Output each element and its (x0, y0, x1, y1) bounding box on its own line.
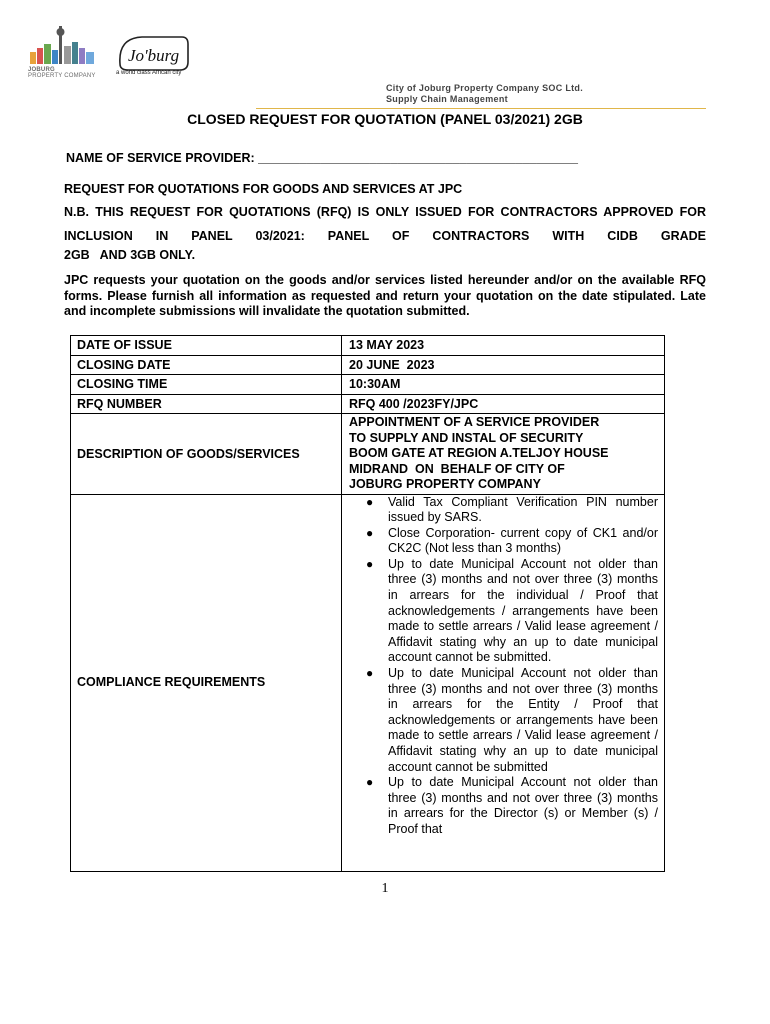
joburg-tagline: a world class African city (116, 70, 182, 76)
description-label: DESCRIPTION OF GOODS/SERVICES (71, 414, 342, 495)
svg-text:Jo'burg: Jo'burg (128, 46, 180, 65)
bullet-icon: ● (366, 525, 374, 540)
bullet-icon: ● (366, 775, 374, 790)
closing-date-value: 20 JUNE 2023 (342, 355, 665, 375)
document-title: CLOSED REQUEST FOR QUOTATION (PANEL 03/2021) 2GB (187, 111, 583, 127)
list-item: ● Up to date Municipal Account not older than three (3) months and not over three (3) months in arrears for the Entity / Proof that acknowledgements or arrangements have been made to settle arrears / Valid lease agreement / Affidavit stating why an up to date municipal account cannot be submitted (366, 666, 658, 774)
table-row (71, 355, 665, 375)
list-item: ● Up to date Municipal Account not older than three (3) months and not over three (3) months in arrears for the individual / Proof that acknowledgements / arrangements have been made to settle arrears / Valid lease agreement / Affidavit stating why an up to date municipal account cannot be submitted. (366, 556, 658, 665)
rfq-heading: REQUEST FOR QUOTATIONS FOR GOODS AND SERVICES AT JPC (64, 182, 463, 196)
closing-time-label: CLOSING TIME (71, 375, 342, 395)
table-row (71, 494, 665, 871)
nb-notice-end: 2GB AND 3GB ONLY. (64, 248, 196, 262)
compliance-list (342, 495, 664, 838)
company-name: City of Joburg Property Company SOC Ltd. (386, 83, 584, 93)
rfq-number-value: RFQ 400 /2023FY/JPC (342, 394, 665, 414)
date-of-issue-label: DATE OF ISSUE (71, 336, 342, 356)
table-row (71, 336, 665, 356)
table-row (71, 375, 665, 395)
header-divider (256, 108, 706, 109)
list-item: ● Valid Tax Compliant Verification PIN number issued by SARS. (366, 494, 658, 525)
service-provider-field: NAME OF SERVICE PROVIDER: ______________________________________________ (66, 151, 578, 165)
compliance-value (342, 494, 665, 871)
bullet-icon: ● (366, 666, 374, 681)
page-number: 1 (381, 881, 389, 896)
nb-notice: N.B. THIS REQUEST FOR QUOTATIONS (RFQ) IS ONLY ISSUED FOR CONTRACTORS APPROVED FOR INCLUSION IN PANEL 03/2021: PANEL OF CONTRACTORS WITH CIDB GRADE (64, 205, 706, 243)
closing-time-value: 10:30AM (342, 375, 665, 395)
table-row (71, 394, 665, 414)
list-item: ● Close Corporation- current copy of CK1 and/or CK2C (Not less than 3 months) (366, 525, 658, 556)
jpc-logo-text: JOBURG PROPERTY COMPANY (28, 67, 96, 79)
date-of-issue-value: 13 MAY 2023 (342, 336, 665, 356)
joburg-logo (116, 34, 194, 74)
department-name: Supply Chain Management (386, 94, 508, 104)
list-item: ● Up to date Municipal Account not older than three (3) months and not over three (3) months in arrears for the Director (s) or Member (s) / Proof that (366, 775, 658, 836)
company-header (386, 83, 583, 105)
description-value: APPOINTMENT OF A SERVICE PROVIDER TO SUPPLY AND INSTAL OF SECURITY BOOM GATE AT REGION A.TELJOY HOUSE MIDRAND ON BEHALF OF CITY OF JOBURG PROPERTY COMPANY (342, 414, 665, 495)
rfq-number-label: RFQ NUMBER (71, 394, 342, 414)
bullet-icon: ● (366, 494, 374, 509)
closing-date-label: CLOSING DATE (71, 355, 342, 375)
bullet-icon: ● (366, 556, 374, 571)
compliance-label: COMPLIANCE REQUIREMENTS (71, 494, 342, 871)
rfq-details-table (70, 335, 665, 872)
intro-paragraph: JPC requests your quotation on the goods and/or services listed hereunder and/or on the available RFQ forms. Please furnish all information as requested and return your quotation on the date stipulated. Late and incomplete submissions will invalidate the quotation submitted. (64, 273, 706, 318)
table-row (71, 414, 665, 495)
